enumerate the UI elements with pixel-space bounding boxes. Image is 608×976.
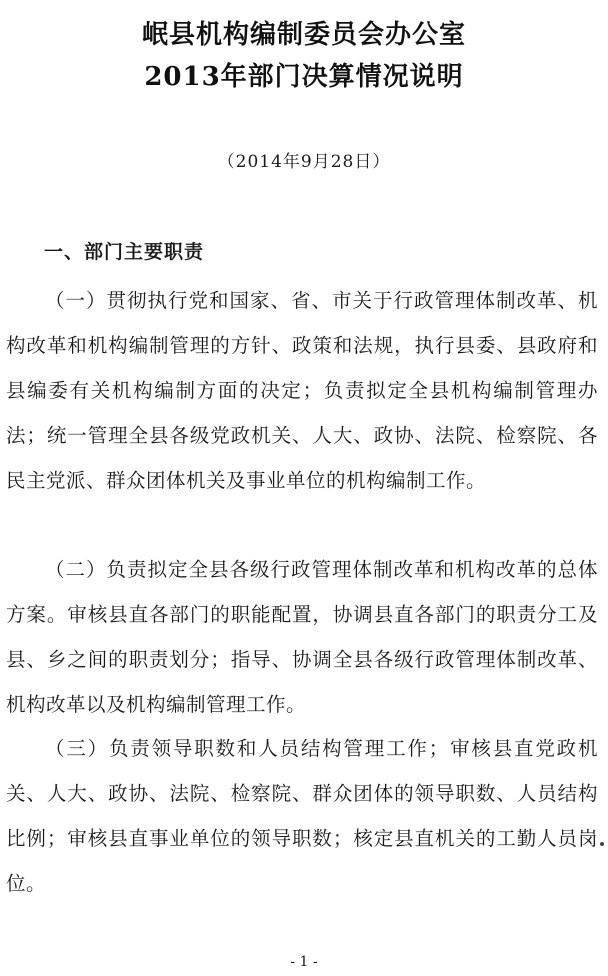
paragraph-3: （三）负责领导职数和人员结构管理工作；审核县直党政机关、人大、政协、法院、检察院、群众团体的领导职数、人员结构比例；审核县直事业单位的领导职数；核定县直机关的工勤人员岗位。 <box>6 737 598 895</box>
scan-speck <box>600 842 604 846</box>
paragraph-1: （一）贯彻执行党和国家、省、市关于行政管理体制改革、机构改革和机构编制管理的方针、政策和法规，执行县委、县政府和县编委有关机构编制方面的决定；负责拟定全县机构编制管理办法；统一管理全县各级党政机关、人大、政协、法院、检察院、各民主党派、群众团体机关及事业单位的机构编制工作。 <box>6 289 598 492</box>
document-date: （2014年9月28日） <box>217 152 391 172</box>
document-title-line-1: 岷县机构编制委员会办公室 <box>141 20 466 50</box>
document-title-line-2: 2013年部门决算情况说明 <box>144 62 464 92</box>
section-heading: 一、部门主要职责 <box>44 241 205 263</box>
page-number: - 1 - <box>290 954 318 970</box>
paragraph-2: （二）负责拟定全县各级行政管理体制改革和机构改革的总体方案。审核县直各部门的职能配置，协调县直各部门的职责分工及县、乡之间的职责划分；指导、协调全县各级行政管理体制改革、机构改革以及机构编制管理工作。 <box>6 558 598 716</box>
